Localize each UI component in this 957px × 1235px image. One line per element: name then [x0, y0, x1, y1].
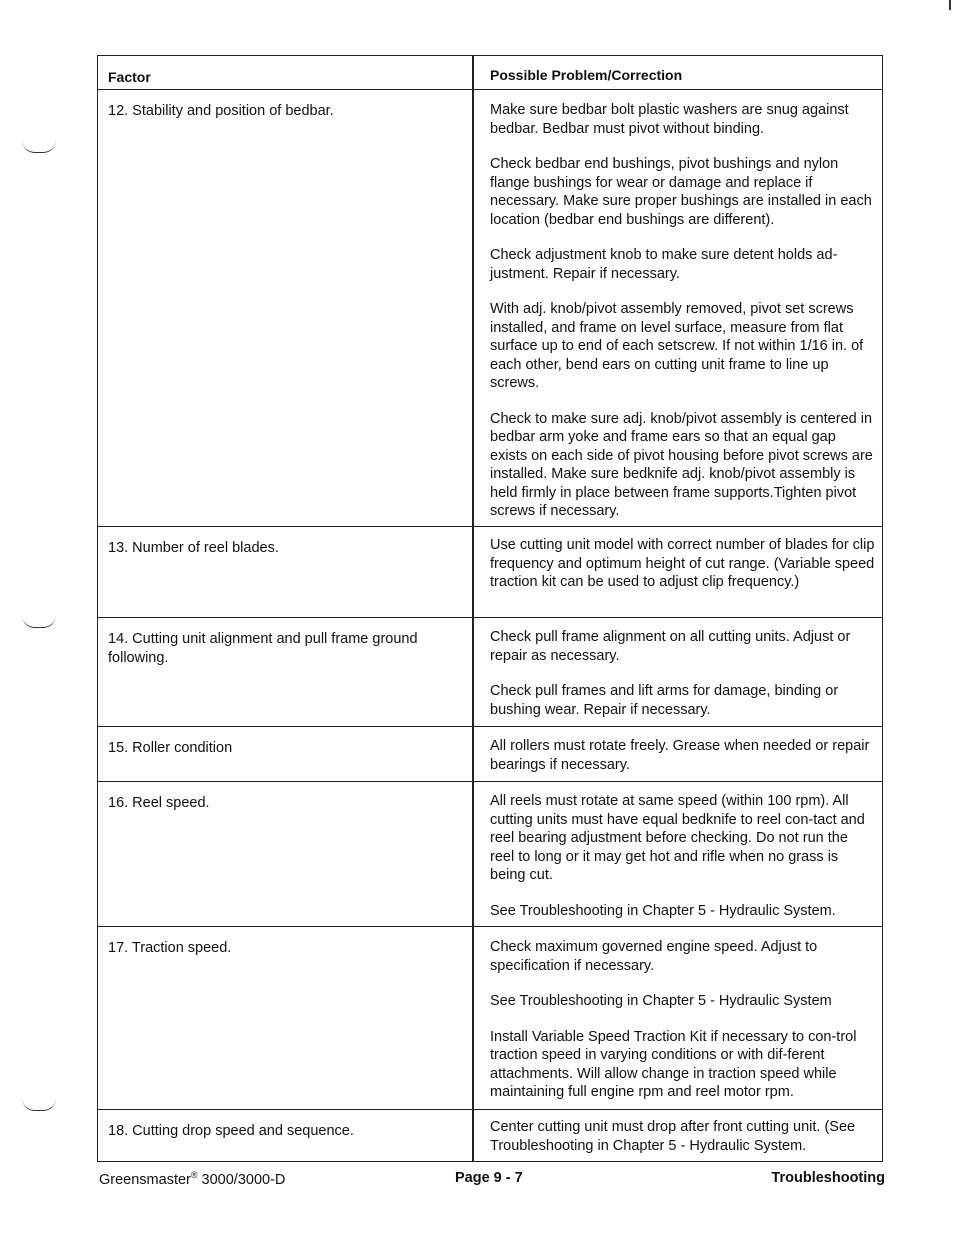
correction-text: Center cutting unit must drop after front cutting unit. (See Troubleshooting in Chapter 5 - Hydraulic System. [490, 1119, 856, 1154]
binder-hole-mark [22, 140, 56, 153]
correction-text: Check adjustment knob to make sure detent holds ad-justment. Repair if necessary. [490, 247, 838, 282]
correction-cell [490, 101, 875, 521]
page-number: Page 9 - 7 [455, 1170, 523, 1186]
correction-text: All reels must rotate at same speed (within 100 rpm). All cutting units must have equal bedknife to reel con-tact and reel bearing adjustment before checking. Do not run the reel to long or it may get hot and rifle when no grass is being cut. [490, 793, 865, 883]
correction-text: Check pull frame alignment on all cutting units. Adjust or repair as necessary. [490, 629, 851, 664]
troubleshooting-table [97, 55, 883, 1162]
factor-cell: 16. Reel speed. [108, 795, 210, 811]
correction-cell [490, 938, 875, 1102]
product-model: 3000/3000-D [197, 1171, 286, 1188]
correction-cell [490, 737, 875, 774]
factor-cell: 14. Cutting unit alignment and pull frame ground following. [108, 631, 418, 666]
factor-cell: 17. Traction speed. [108, 940, 232, 956]
table-row [98, 617, 882, 727]
table-row [98, 726, 882, 782]
correction-text: Install Variable Speed Traction Kit if necessary to con-trol traction speed in varying conditions or with dif-ferent attachments. Will allow change in traction speed while maintaining full engine rpm and reel motor rpm. [490, 1028, 857, 1100]
correction-cell [490, 536, 875, 592]
correction-text: Check to make sure adj. knob/pivot assembly is centered in bedbar arm yoke and frame ears so that an equal gap exists on each side of pivot housing before pivot screws are installed. Make sure bedknife adj. knob/pivot assembly is held firmly in place between frame supports.Tighten pivot screws if necessary. [490, 410, 873, 519]
correction-text: Make sure bedbar bolt plastic washers are snug against bedbar. Bedbar must pivot without binding. [490, 102, 849, 137]
footer-product [99, 1170, 285, 1188]
binder-hole-mark [22, 615, 56, 628]
correction-text: Check bedbar end bushings, pivot bushings and nylon flange bushings for wear or damage and replace if necessary. Make sure proper bushings are installed in each location (bedbar end bushings are different). [490, 156, 872, 228]
table-row [98, 1109, 882, 1162]
header-factor: Factor [108, 69, 151, 85]
table-row [98, 89, 882, 527]
correction-text: Check pull frames and lift arms for damage, binding or bushing wear. Repair if necessary. [490, 683, 839, 718]
table-header-row [98, 56, 882, 89]
table-row [98, 526, 882, 618]
registered-mark: ® [190, 1170, 198, 1180]
correction-text: Use cutting unit model with correct number of blades for clip frequency and optimum height of cut range. (Variable speed traction kit can be used to adjust clip frequency.) [490, 537, 875, 590]
correction-text: See Troubleshooting in Chapter 5 - Hydraulic System. [490, 902, 836, 919]
factor-cell: 15. Roller condition [108, 740, 233, 756]
factor-cell: 13. Number of reel blades. [108, 540, 279, 556]
correction-text: Check maximum governed engine speed. Adjust to specification if necessary. [490, 939, 818, 974]
correction-cell [490, 1118, 875, 1155]
product-name: Greensmaster [99, 1171, 191, 1188]
factor-cell: 18. Cutting drop speed and sequence. [108, 1123, 354, 1139]
correction-text: See Troubleshooting in Chapter 5 - Hydraulic System [490, 993, 832, 1009]
binder-hole-mark [22, 1098, 56, 1111]
table-row [98, 926, 882, 1110]
correction-cell [490, 628, 875, 719]
correction-text: All rollers must rotate freely. Grease when needed or repair bearings if necessary. [490, 738, 870, 773]
correction-text: With adj. knob/pivot assembly removed, pivot set screws installed, and frame on level surface, measure from flat surface up to end of each setscrew. If not within 1/16 in. of each other, bend ears on cutting unit frame to line up screws. [490, 301, 864, 391]
correction-cell [490, 792, 875, 920]
table-row [98, 781, 882, 927]
page-edge-mark [949, 0, 951, 10]
factor-cell: 12. Stability and position of bedbar. [108, 103, 334, 119]
section-title: Troubleshooting [771, 1170, 885, 1186]
header-problem: Possible Problem/Correction [490, 67, 683, 83]
